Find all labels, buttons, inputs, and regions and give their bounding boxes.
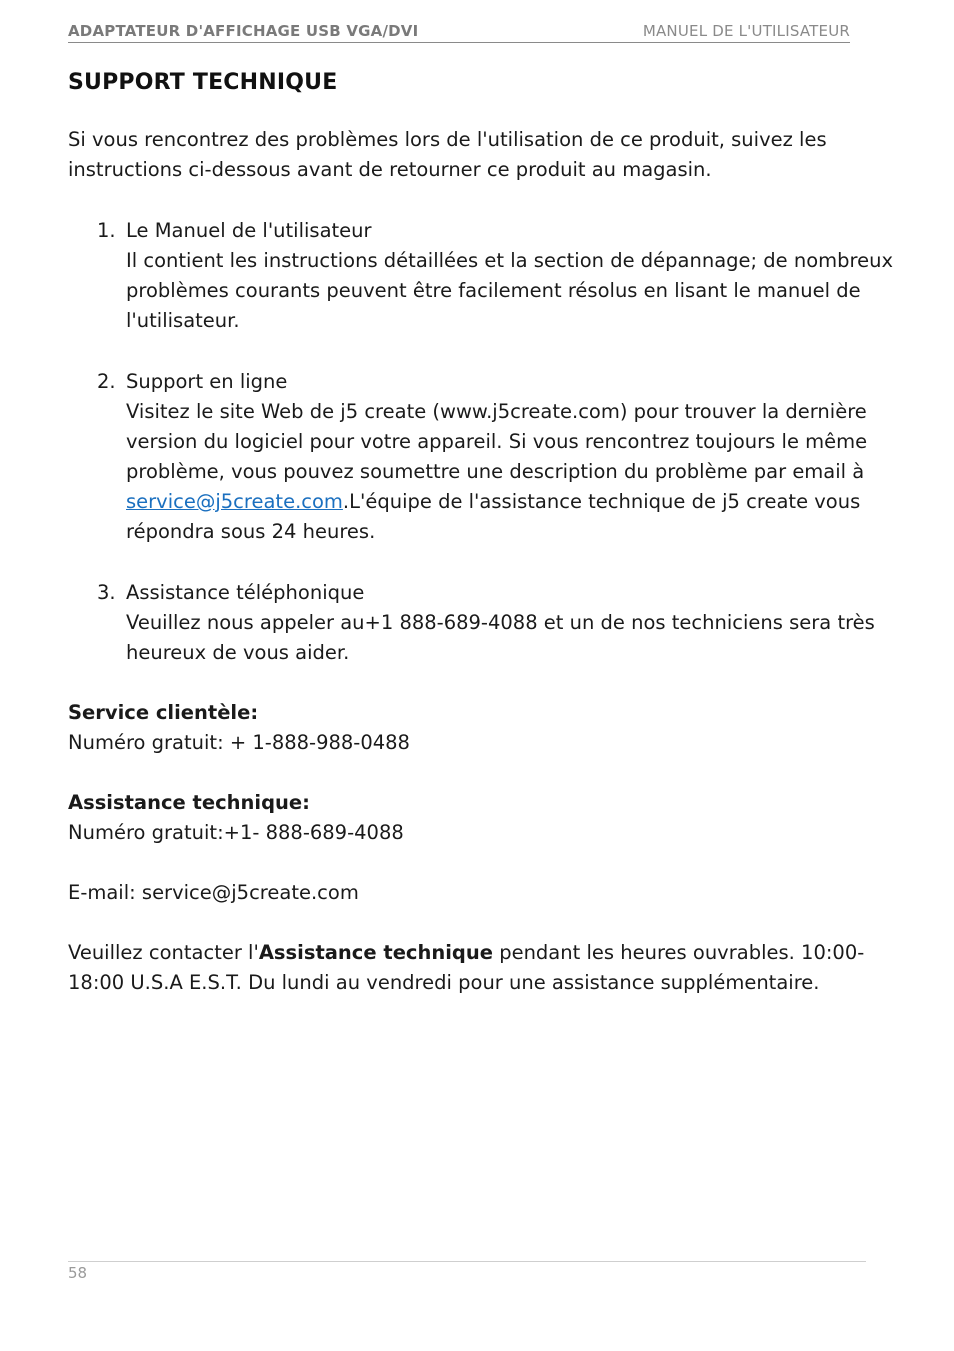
step-number: 3. — [97, 581, 116, 604]
step-number: 1. — [97, 219, 116, 242]
footer-divider — [68, 1261, 866, 1262]
support-steps-list — [68, 216, 898, 668]
contact-paragraph — [68, 938, 898, 998]
tech-support-block — [68, 788, 898, 848]
step-title: Le Manuel de l'utilisateur — [126, 219, 372, 242]
list-item — [68, 578, 898, 668]
header-manual-label: MANUEL DE L'UTILISATEUR — [642, 22, 850, 40]
list-item — [68, 216, 898, 336]
intro-paragraph: Si vous rencontrez des problèmes lors de l'utilisation de ce produit, suivez les instructions ci-dessous avant de retourner ce produit au magasin. — [68, 128, 827, 181]
email-line: E-mail: service@j5create.com — [68, 881, 359, 904]
support-email-link[interactable]: service@j5create.com — [126, 490, 343, 513]
page-content — [68, 68, 898, 1028]
customer-service-label: Service clientèle: — [68, 701, 259, 724]
list-item — [68, 367, 898, 547]
contact-text: pendant les heures ouvrables. 10:00-18:00 U.S.A E.S.T. Du lundi au vendredi pour une assistance supplémentaire. — [68, 941, 865, 994]
customer-service-block — [68, 698, 898, 758]
page-header — [68, 22, 850, 43]
step-body: Il contient les instructions détaillées et la section de dépannage; de nombreux problèmes courants peuvent être facilement résolus en lisant le manuel de l'utilisateur. — [126, 249, 894, 332]
customer-service-number: Numéro gratuit: + 1-888-988-0488 — [68, 731, 410, 754]
contact-bold-text: Assistance technique — [258, 941, 493, 964]
header-product-title: ADAPTATEUR D'AFFICHAGE USB VGA/DVI — [68, 22, 419, 40]
step-body — [126, 397, 898, 547]
step-title: Support en ligne — [126, 370, 288, 393]
tech-support-number: Numéro gratuit:+1- 888-689-4088 — [68, 821, 404, 844]
tech-support-label: Assistance technique: — [68, 791, 310, 814]
section-title: SUPPORT TECHNIQUE — [68, 70, 338, 95]
step-body-text: .L'équipe de l'assistance technique de j5 create vous répondra sous 24 heures. — [126, 490, 861, 543]
page-number: 58 — [68, 1264, 88, 1282]
step-body-text: Visitez le site Web de j5 create (www.j5create.com) pour trouver la dernière version du logiciel pour votre appareil. Si vous rencontrez toujours le même problème, vous pouvez soumettre une description du problème par email à — [126, 400, 868, 483]
contact-text: Veuillez contacter l' — [68, 941, 259, 964]
step-title: Assistance téléphonique — [126, 581, 365, 604]
step-number: 2. — [97, 370, 116, 393]
step-body: Veuillez nous appeler au+1 888-689-4088 et un de nos techniciens sera très heureux de vous aider. — [126, 611, 875, 664]
